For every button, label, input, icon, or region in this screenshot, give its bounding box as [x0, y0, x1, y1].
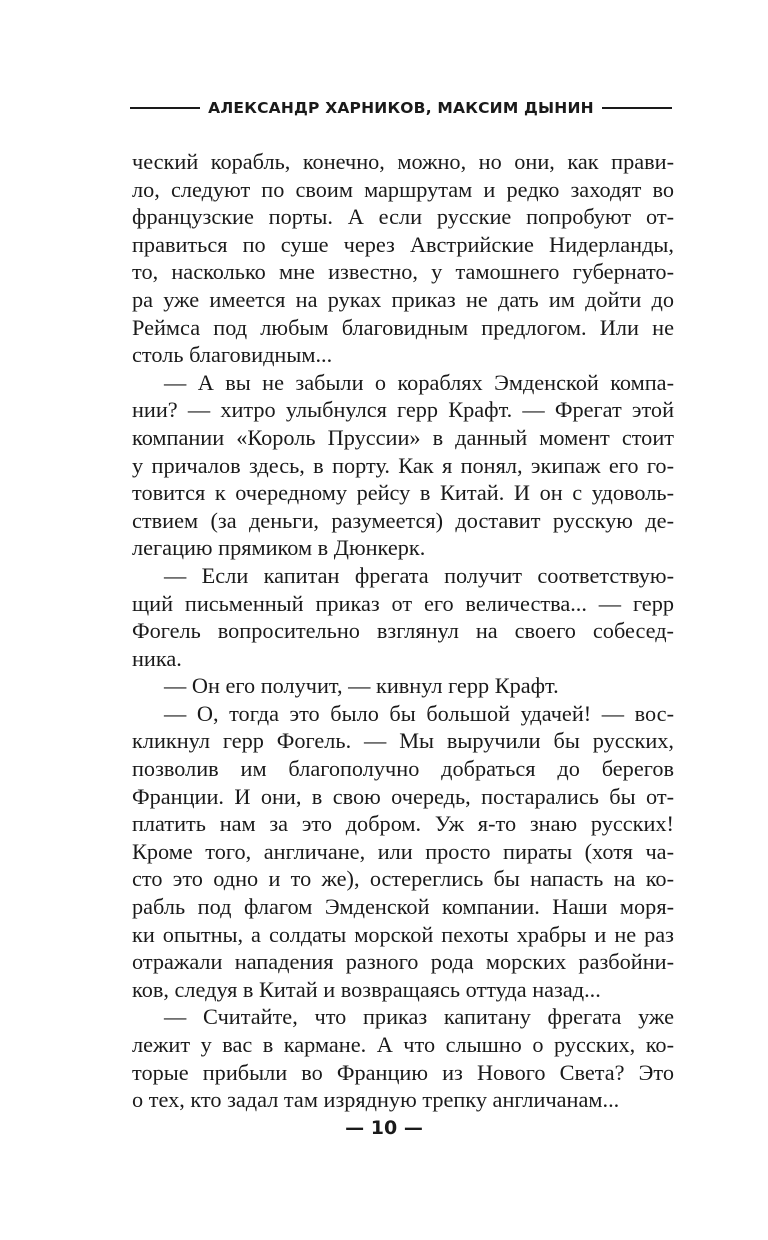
text-line: — А вы не забыли о кораблях Эмденской компа- — [164, 369, 674, 395]
text-line: лежит у вас в кармане. А что слышно о русских, ко- — [132, 1032, 674, 1057]
text-line: сто это одно и то же), остереглись бы напасть на ко- — [132, 866, 674, 892]
page-number: — 10 — — [345, 1117, 423, 1139]
text-line: щий письменный приказ от его величества... — герр — [132, 590, 674, 616]
body-text — [132, 148, 674, 1114]
text-line: Фогель вопросительно взглянул на своего собесед- — [132, 618, 674, 644]
text-line: платить нам за это добром. Уж я-то знаю русских! — [132, 811, 674, 837]
text-line: торые прибыли во Францию из Нового Света? Это — [132, 1059, 674, 1085]
text-line: ло, следуют по своим маршрутам и редко заходят во — [132, 176, 674, 202]
text-line: — О, тогда это было бы большой удачей! — вос- — [164, 700, 674, 726]
text-line: у причалов здесь, в порту. Как я понял, экипаж его го- — [132, 452, 674, 478]
text-line: французские порты. А если русские попробуют от- — [132, 204, 674, 230]
text-line: то, насколько мне известно, у тамошнего губернато- — [132, 259, 674, 285]
text-line: ника. — [132, 645, 182, 671]
text-line: кликнул герр Фогель. — Мы выручили бы русских, — [132, 728, 674, 754]
text-line: о тех, кто задал там изрядную трепку англичанам... — [132, 1087, 620, 1113]
text-line: ра уже имеется на руках приказ не дать им дойти до — [132, 286, 674, 312]
header-title: АЛЕКСАНДР ХАРНИКОВ, МАКСИМ ДЫНИН — [208, 99, 594, 117]
text-line: столь благовидным... — [132, 342, 333, 368]
running-header — [130, 96, 672, 120]
text-line: отражали нападения разного рода морских разбойни- — [132, 949, 674, 975]
text-line: легацию прямиком в Дюнкерк. — [132, 535, 426, 561]
text-line: Кроме того, англичане, или просто пираты (хотя ча- — [132, 838, 674, 864]
header-rule-left — [130, 107, 200, 109]
text-line: нии? — хитро улыбнулся герр Крафт. — Фрегат этой — [132, 397, 674, 423]
text-line: Франции. И они, в свою очередь, постарались бы от- — [132, 783, 674, 809]
text-line: — Если капитан фрегата получит соответствую- — [164, 562, 674, 588]
header-rule-right — [602, 107, 672, 109]
text-line: ческий корабль, конечно, можно, но они, как прави- — [132, 149, 674, 174]
text-line: товится к очередному рейсу в Китай. И он с удоволь- — [132, 480, 674, 506]
text-line: ков, следуя в Китай и возвращаясь оттуда назад... — [132, 976, 601, 1002]
text-line: правиться по суше через Австрийские Нидерланды, — [132, 231, 674, 257]
text-line: Реймса под любым благовидным предлогом. Или не — [132, 314, 674, 340]
text-line: рабль под флагом Эмденской компании. Наши моря- — [132, 894, 674, 920]
text-line: — Он его получит, — кивнул герр Крафт. — [164, 673, 559, 699]
text-line: ки опытны, а солдаты морской пехоты храбры и не раз — [132, 921, 674, 947]
text-line: позволив им благополучно добраться до берегов — [132, 756, 674, 782]
text-line: компании «Король Пруссии» в данный момент стоит — [132, 424, 674, 450]
text-line: — Считайте, что приказ капитану фрегата уже — [164, 1004, 674, 1030]
text-line: ствием (за деньги, разумеется) доставит русскую де- — [132, 507, 674, 533]
